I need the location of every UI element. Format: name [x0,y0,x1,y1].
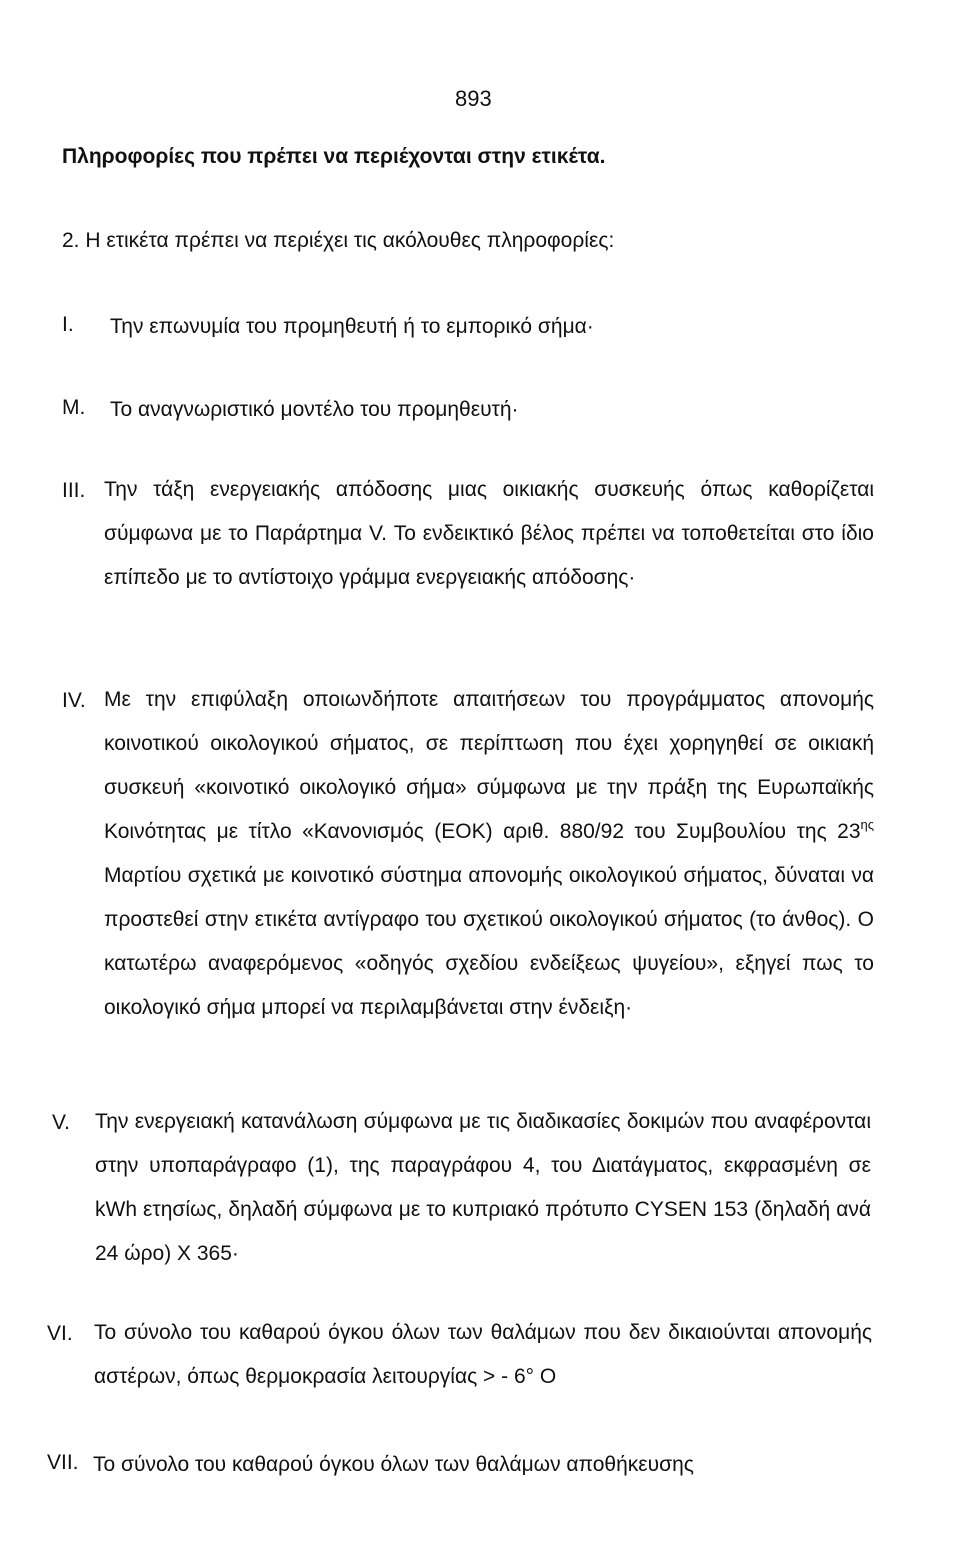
item-number: VI. [47,1322,73,1345]
item-number: Μ. [62,396,86,419]
item-number: III. [62,479,86,502]
intro-paragraph: 2. Η ετικέτα πρέπει να περιέχει τις ακόλουθες πληροφορίες: [62,229,615,252]
item-number: V. [52,1111,70,1134]
item-number: IV. [62,689,86,712]
item-text-part: Μαρτίου σχετικά με κοινοτικό σύστημα απονομής οικολογικού σήματος, δύναται να προστεθεί στην ετικέτα αντίγραφο του σχετικού οικολογικού σήματος (το άνθος). Ο κατωτέρω αναφερόμενος «οδηγός σχεδίου ενδείξεως ψυγείου», εξηγεί πως το οικολογικό σήμα μπορεί να περιλαμβάνεται στην ένδειξη· [104,864,874,1019]
item-text: Το αναγνωριστικό μοντέλο του προμηθευτή· [110,398,519,421]
item-text-part: Με την επιφύλαξη οποιωνδήποτε απαιτήσεων του προγράμματος απονομής κοινοτικού οικολογικού σήματος, σε περίπτωση που έχει χορηγηθεί σε οικιακή συσκευή «κοινοτικό οικολογικό σήμα» σύμφωνα με την πράξη της Ευρωπαϊκής Κοινότητας με τίτλο «Κανονισμός (ΕΟΚ) αριθ. 880/92 του Συμβουλίου της 23 [104,688,874,843]
item-number: VII. [47,1451,79,1474]
item-text: Την επωνυμία του προμηθευτή ή το εμπορικό σήμα· [110,315,594,338]
page-number: 893 [455,86,492,111]
item-text: Την τάξη ενεργειακής απόδοσης μιας οικιακής συσκευής όπως καθορίζεται σύμφωνα με το Παράρτημα V. Το ενδεικτικό βέλος πρέπει να τοποθετείται στο ίδιο επίπεδο με το αντίστοιχο γράμμα ενεργειακής απόδοσης· [104,478,874,589]
item-text: Το σύνολο του καθαρού όγκου όλων των θαλάμων που δεν δικαιούνται απονομής αστέρων, όπως θερμοκρασία λειτουργίας > - 6° Ο [94,1321,872,1388]
ordinal-suffix: ης [860,817,874,832]
item-text: Την ενεργειακή κατανάλωση σύμφωνα με τις διαδικασίες δοκιμών που αναφέρονται στην υποπαράγραφο (1), της παραγράφου 4, του Διατάγματος, εκφρασμένη σε kWh ετησίως, δηλαδή σύμφωνα με το κυπριακό πρότυπο CYSEN 153 (δηλαδή ανά 24 ώρο) Χ 365· [95,1110,871,1265]
section-heading: Πληροφορίες που πρέπει να περιέχονται στην ετικέτα. [62,145,606,168]
item-text [104,678,874,1030]
item-number: I. [62,313,74,336]
item-text: Το σύνολο του καθαρού όγκου όλων των θαλάμων αποθήκευσης [93,1453,694,1476]
